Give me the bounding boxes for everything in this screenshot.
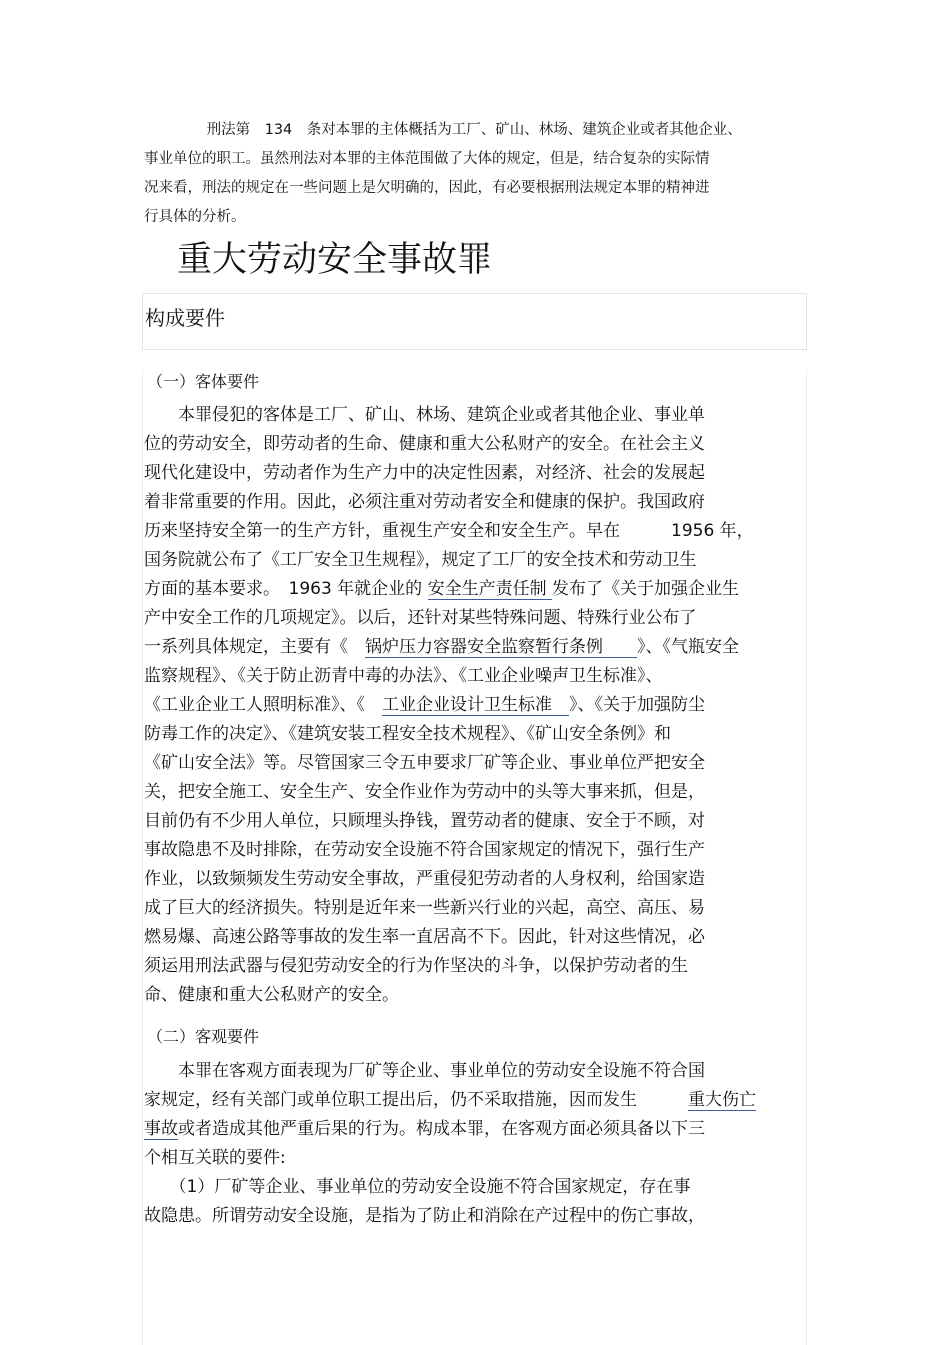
- section-header-box: [142, 293, 807, 350]
- text-line: 须运用刑法武器与侵犯劳动安全的行为作坚决的斗争，以保护劳动者的生: [144, 956, 688, 976]
- text-line: 事故隐患不及时排除，在劳动安全设施不符合国家规定的情况下，强行生产: [144, 840, 705, 860]
- line-text: 》、《关于加强防尘: [569, 695, 705, 715]
- text-line: 位的劳动安全，即劳动者的生命、健康和重大公私财产的安全。在社会主义: [144, 434, 705, 454]
- text-line: 监察规程》、《关于防止沥青中毒的办法》、《工业企业噪声卫生标准》、: [144, 666, 663, 686]
- text-line: 个相互关联的要件:: [144, 1148, 286, 1168]
- text-line: 作业，以致频频发生劳动安全事故，严重侵犯劳动者的人身权利，给国家造: [144, 869, 705, 889]
- hyperlink[interactable]: 安全生产责任制: [427, 579, 552, 599]
- text-line: 现代化建设中，劳动者作为生产力中的决定性因素，对经济、社会的发展起: [144, 463, 705, 483]
- text-line: 本罪侵犯的客体是工厂、矿山、林场、建筑企业或者其他企业、事业单: [144, 405, 705, 425]
- objective-paragraph: [144, 1057, 804, 1231]
- text-line: 况来看，刑法的规定在一些问题上是欠明确的，因此，有必要根据刑法规定本罪的精神进: [144, 180, 710, 196]
- text-line: 关，把安全施工、安全生产、安全作业作为劳动中的头等大事来抓，但是，: [144, 782, 705, 802]
- hyperlink[interactable]: 锅炉压力容器安全监察暂行条例: [365, 637, 637, 657]
- text-line: [144, 691, 804, 720]
- page-title: 重大劳动安全事故罪: [177, 240, 493, 280]
- line-text: 《工业企业工人照明标准》、《: [144, 695, 382, 715]
- text-line: 行具体的分析。: [144, 209, 246, 225]
- text-line: 故隐患。所谓劳动安全设施，是指为了防止和消除在产过程中的伤亡事故，: [144, 1206, 705, 1226]
- text-line: [144, 1086, 804, 1115]
- text-line: 产中安全工作的几项规定》。以后，还针对某些特殊问题、特殊行业公布了: [144, 608, 697, 628]
- line-text: 方面的基本要求。 1963 年就企业的: [144, 579, 428, 599]
- text-line: 本罪在客观方面表现为厂矿等企业、事业单位的劳动安全设施不符合国: [144, 1061, 705, 1081]
- text-line: [144, 575, 804, 604]
- section-heading: 构成要件: [145, 306, 225, 330]
- text-line: 《矿山安全法》等。尽管国家三令五申要求厂矿等企业、事业单位严把安全: [144, 753, 705, 773]
- hyperlink[interactable]: 重大伤亡: [688, 1090, 756, 1110]
- object-heading: （一）客体要件: [147, 372, 260, 391]
- text-line: 防毒工作的决定》、《建筑安装工程安全技术规程》、《矿山安全条例》和: [144, 724, 671, 744]
- text-line: 刑法第 134 条对本罪的主体概括为工厂、矿山、林场、建筑企业或者其他企业、: [144, 122, 742, 138]
- text-line: [144, 1115, 804, 1144]
- line-text: 》、《气瓶安全: [637, 637, 739, 657]
- line-text: 一系列具体规定，主要有《: [144, 637, 365, 657]
- line-text: 或者造成其他严重后果的行为。构成本罪，在客观方面必须具备以下三: [178, 1119, 705, 1139]
- intro-paragraph: [144, 116, 784, 232]
- text-line: [144, 633, 804, 662]
- text-line: 历来坚持安全第一的生产方针，重视生产安全和安全生产。早在 1956 年，: [144, 521, 754, 541]
- text-line: 着非常重要的作用。因此，必须注重对劳动者安全和健康的保护。我国政府: [144, 492, 705, 512]
- text-line: 命、健康和重大公私财产的安全。: [144, 985, 399, 1005]
- line-text: 家规定，经有关部门或单位职工提出后，仍不采取措施，因而发生: [144, 1090, 688, 1110]
- text-line: 燃易爆、高速公路等事故的发生率一直居高不下。因此，针对这些情况，必: [144, 927, 705, 947]
- line-text: 发布了《关于加强企业生: [551, 579, 739, 599]
- hyperlink[interactable]: 事故: [144, 1119, 178, 1139]
- text-line: 成了巨大的经济损失。特别是近年来一些新兴行业的兴起，高空、高压、易: [144, 898, 705, 918]
- text-line: （1）厂矿等企业、事业单位的劳动安全设施不符合国家规定，存在事: [144, 1177, 691, 1197]
- object-paragraph: [144, 401, 804, 1010]
- text-line: 国务院就公布了《工厂安全卫生规程》，规定了工厂的安全技术和劳动卫生: [144, 550, 697, 570]
- objective-heading: （二）客观要件: [147, 1027, 260, 1046]
- hyperlink[interactable]: 工业企业设计卫生标准: [382, 695, 569, 715]
- text-line: 目前仍有不少用人单位，只顾埋头挣钱，置劳动者的健康、安全于不顾，对: [144, 811, 705, 831]
- text-line: 事业单位的职工。虽然刑法对本罪的主体范围做了大体的规定，但是，结合复杂的实际情: [144, 151, 710, 167]
